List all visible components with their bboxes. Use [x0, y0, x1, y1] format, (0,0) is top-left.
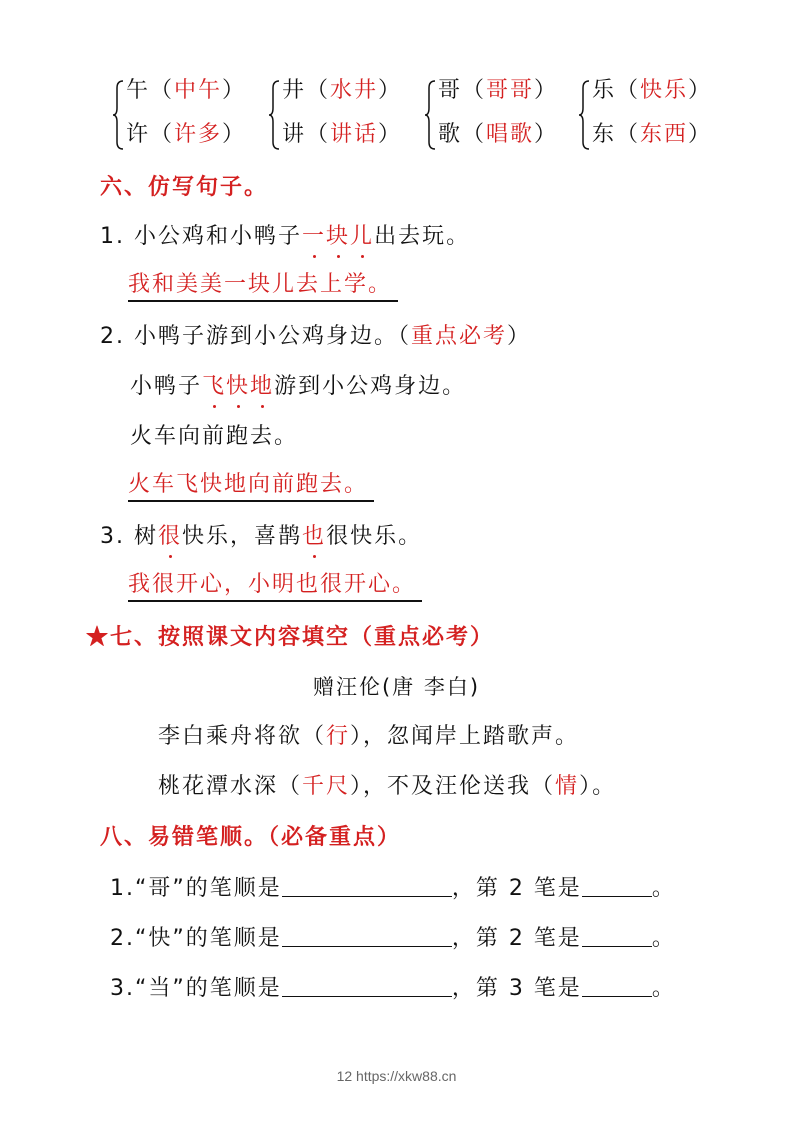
poem-title: 赠汪伦(唐 李白) — [312, 675, 481, 699]
q2-example: 小鸭子飞快地游到小公鸡身边。 — [130, 372, 466, 402]
q1-answer: 我和美美一块儿去上学。 — [128, 270, 398, 302]
page-footer: 12 https://xkw88.cn — [336, 1068, 457, 1084]
q1-sentence: 1. 小公鸡和小鸭子一块儿出去玩。 — [100, 222, 470, 252]
poem-line-1: 李白乘舟将欲（行），忽闻岸上踏歌声。 — [158, 724, 580, 749]
key-char: 儿 — [350, 222, 374, 252]
answer-word: 许多 — [174, 122, 223, 147]
word-row: 午（中午） — [126, 78, 247, 103]
answer-word: 哥哥 — [486, 78, 535, 103]
key-char: 也 — [302, 522, 326, 552]
word-row: 哥（哥哥） — [438, 78, 559, 103]
stroke-order-blank[interactable] — [282, 874, 452, 897]
key-char: 地 — [250, 372, 274, 402]
q2-answer: 火车飞快地向前跑去。 — [128, 470, 374, 502]
word-row: 东（东西） — [592, 122, 713, 147]
q2-given: 火车向前跑去。 — [130, 424, 299, 449]
stroke-item-2: 2.“快”的笔顺是 ，第 2 笔是 。 — [110, 926, 676, 951]
word-row: 井（水井） — [282, 78, 403, 103]
section-6-heading: 六、仿写句子。 — [100, 174, 269, 200]
answer-word: 中午 — [174, 78, 223, 103]
poem-line-2: 桃花潭水深（千尺），不及汪伦送我（情）。 — [158, 774, 617, 799]
left-brace-icon — [424, 80, 436, 150]
answer-word: 唱歌 — [486, 122, 535, 147]
stroke-blank[interactable] — [582, 874, 652, 897]
stroke-order-blank[interactable] — [282, 974, 452, 997]
star-icon: ★ — [86, 624, 111, 650]
word-row: 歌（唱歌） — [438, 122, 559, 147]
key-char: 一 — [302, 222, 326, 252]
q3-answer: 我很开心，小明也很开心。 — [128, 570, 422, 602]
answer-word: 东西 — [640, 122, 689, 147]
key-char: 快 — [226, 372, 250, 402]
poem-answer: 千尺 — [302, 774, 351, 799]
q3-sentence: 3. 树很快乐，喜鹊也很快乐。 — [100, 522, 422, 552]
answer-word: 讲话 — [330, 122, 379, 147]
section-8-heading: 八、易错笔顺。（必备重点） — [100, 824, 402, 850]
left-brace-icon — [112, 80, 124, 150]
stroke-blank[interactable] — [582, 974, 652, 997]
poem-answer: 情 — [555, 774, 580, 799]
key-char: 很 — [158, 522, 182, 552]
stroke-item-1: 1.“哥”的笔顺是 ，第 2 笔是 。 — [110, 876, 676, 901]
answer-word: 水井 — [330, 78, 379, 103]
key-char: 飞 — [202, 372, 226, 402]
stroke-blank[interactable] — [582, 924, 652, 947]
word-row: 乐（快乐） — [592, 78, 713, 103]
q2-sentence: 2. 小鸭子游到小公鸡身边。（重点必考） — [100, 324, 532, 349]
key-char: 块 — [326, 222, 350, 252]
key-tag: 重点必考 — [411, 324, 508, 349]
left-brace-icon — [578, 80, 590, 150]
left-brace-icon — [268, 80, 280, 150]
word-row: 许（许多） — [126, 122, 247, 147]
word-row: 讲（讲话） — [282, 122, 403, 147]
answer-word: 快乐 — [640, 78, 689, 103]
poem-answer: 行 — [326, 724, 351, 749]
section-7-heading: ★七、按照课文内容填空（重点必考） — [86, 624, 495, 650]
stroke-order-blank[interactable] — [282, 924, 452, 947]
stroke-item-3: 3.“当”的笔顺是 ，第 3 笔是 。 — [110, 976, 676, 1001]
